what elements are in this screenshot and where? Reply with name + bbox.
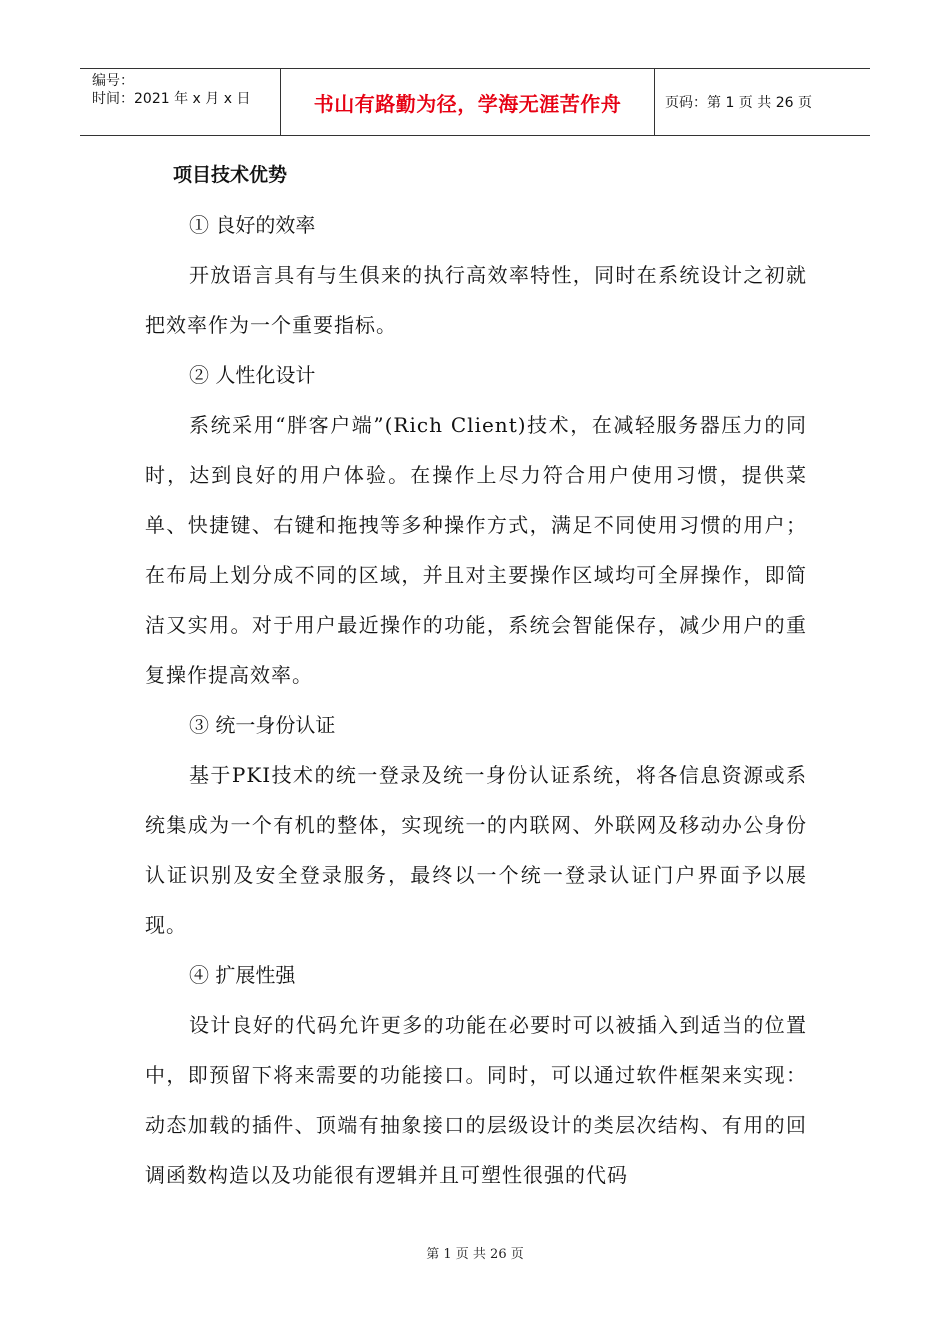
document-body — [145, 150, 807, 1200]
section-title: 项目技术优势 — [173, 164, 288, 186]
paragraph-2: 系统采用“胖客户端”(Rich Client)技术，在减轻服务器压力的同时，达到良好的用户体验。在操作上尽力符合用户使用习惯，提供菜单、快捷键、右键和拖拽等多种操作方式，满足不同使用习惯的用户；在布局上划分成不同的区域，并且对主要操作区域均可全屏操作，即简洁又实用。对于用户最近操作的功能，系统会智能保存，减少用户的重复操作提高效率。 — [145, 413, 807, 687]
page-header — [80, 68, 870, 136]
header-motto: 书山有路勤为径，学海无涯苦作舟 — [281, 69, 655, 135]
header-meta — [80, 69, 281, 135]
item-heading-2: ② 人性化设计 — [189, 363, 316, 387]
header-page-info: 页码：第 1 页 共 26 页 — [665, 95, 812, 111]
item-heading-1: ① 良好的效率 — [189, 213, 316, 237]
item-heading-4: ④ 扩展性强 — [189, 963, 296, 987]
page-footer: 第 1 页 共 26 页 — [426, 1247, 524, 1262]
paragraph-3: 基于PKI技术的统一登录及统一身份认证系统，将各信息资源或系统集成为一个有机的整体，实现统一的内联网、外联网及移动办公身份认证识别及安全登录服务，最终以一个统一登录认证门户界面予以展现。 — [145, 763, 807, 937]
time-label: 时间：2021 年 x 月 x 日 — [92, 91, 251, 107]
paragraph-1: 开放语言具有与生俱来的执行高效率特性，同时在系统设计之初就把效率作为一个重要指标。 — [145, 263, 807, 337]
item-heading-3: ③ 统一身份认证 — [189, 713, 336, 737]
paragraph-4: 设计良好的代码允许更多的功能在必要时可以被插入到适当的位置中，即预留下将来需要的功能接口。同时，可以通过软件框架来实现：动态加载的插件、顶端有抽象接口的层级设计的类层次结构、有用的回调函数构造以及功能很有逻辑并且可塑性很强的代码 — [145, 1013, 807, 1187]
number-label: 编号： — [92, 73, 134, 89]
